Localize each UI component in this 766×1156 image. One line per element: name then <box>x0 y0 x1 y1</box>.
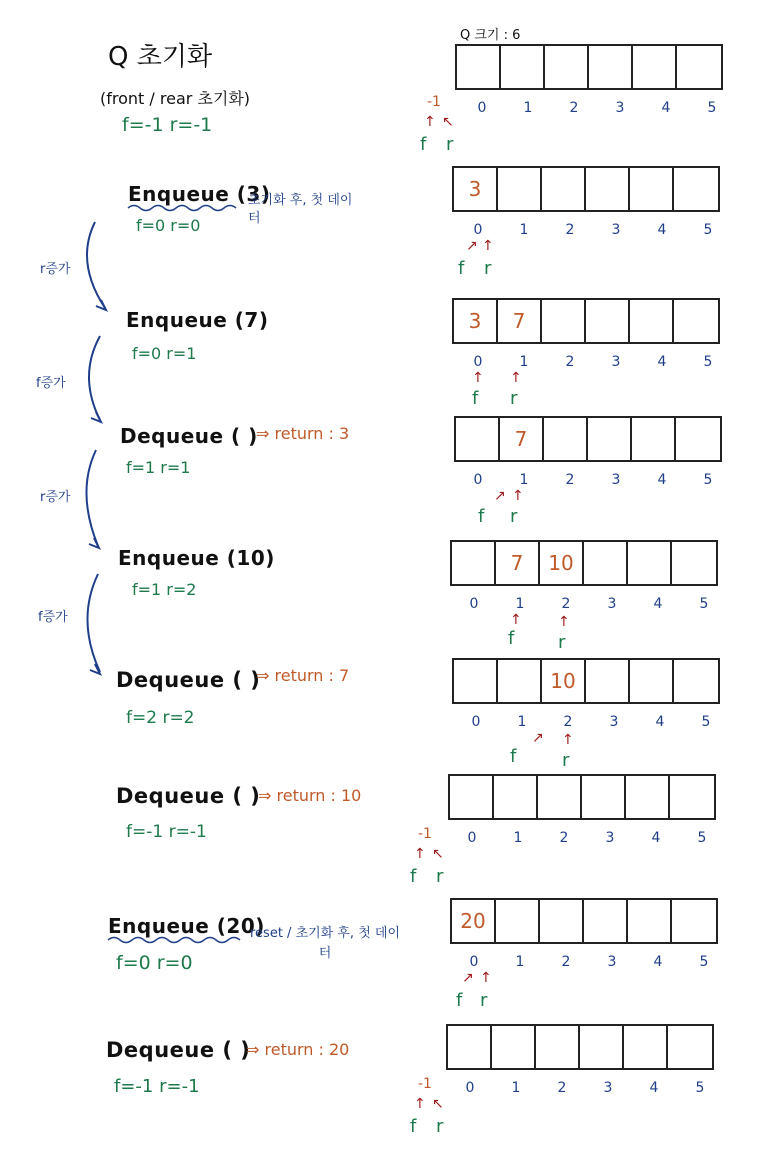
queue-cell <box>580 1026 624 1068</box>
front-arrow-icon: ↑ <box>472 370 484 386</box>
index-label: 3 <box>611 354 621 370</box>
queue-cell <box>632 418 676 460</box>
index-label: 0 <box>473 222 483 238</box>
rear-label: r <box>436 1116 444 1137</box>
index-label: 5 <box>703 354 713 370</box>
queue-cell <box>582 776 626 818</box>
front-arrow-icon: ↑ <box>424 114 436 130</box>
front-label: f <box>508 628 515 649</box>
rear-label: r <box>480 990 488 1011</box>
queue-cell <box>450 776 494 818</box>
queue-cell <box>674 168 718 210</box>
index-label: 1 <box>519 472 529 488</box>
front-label: f <box>420 134 427 155</box>
queue-cell <box>586 168 630 210</box>
index-label: 5 <box>697 830 707 846</box>
index-label: 5 <box>701 714 711 730</box>
queue-cell <box>628 900 672 942</box>
step-operation: Enqueue (10) <box>118 546 275 570</box>
step-return-value: ⇒ return : 3 <box>256 424 350 443</box>
index-label: 5 <box>703 222 713 238</box>
index-label: 0 <box>465 1080 475 1096</box>
step-return-value: ⇒ return : 20 <box>246 1040 350 1059</box>
index-label: 3 <box>609 714 619 730</box>
queue-cell <box>670 776 714 818</box>
queue-state <box>452 658 720 704</box>
index-label: 5 <box>703 472 713 488</box>
rear-label: r <box>510 388 518 409</box>
step-operation: Enqueue (7) <box>126 308 269 332</box>
index-label: 4 <box>657 222 667 238</box>
rear-arrow-icon: ↑ <box>480 970 492 986</box>
index-label: 4 <box>651 830 661 846</box>
index-label: 3 <box>607 954 617 970</box>
index-label: 0 <box>469 954 479 970</box>
index-label: 5 <box>695 1080 705 1096</box>
step-operation: Dequeue ( ) <box>106 1038 251 1062</box>
queue-initial <box>455 44 723 90</box>
queue-cell: 3 <box>454 168 498 210</box>
index-label: 4 <box>653 596 663 612</box>
index-label: 5 <box>699 954 709 970</box>
index-label: 3 <box>611 472 621 488</box>
index-label: 4 <box>649 1080 659 1096</box>
front-label: f <box>410 866 417 887</box>
index-label: 1 <box>513 830 523 846</box>
queue-cell <box>496 900 540 942</box>
queue-cell <box>542 168 586 210</box>
queue-cell <box>589 46 633 88</box>
queue-cell <box>538 776 582 818</box>
init-values: f=-1 r=-1 <box>122 114 213 136</box>
rear-arrow-icon: ↖ <box>432 846 444 862</box>
queue-cell: 3 <box>454 300 498 342</box>
step-operation: Enqueue (20) <box>108 914 265 938</box>
step-pointer-values: f=0 r=0 <box>136 216 201 235</box>
step-pointer-values: f=-1 r=-1 <box>114 1076 200 1097</box>
index-label: 0 <box>473 472 483 488</box>
index-label: 0 <box>469 596 479 612</box>
step-pointer-values: f=1 r=1 <box>126 458 191 477</box>
queue-cell <box>668 1026 712 1068</box>
queue-cell <box>498 168 542 210</box>
queue-cell <box>674 300 718 342</box>
front-arrow-icon: ↑ <box>414 1096 426 1112</box>
minus-one-label: -1 <box>418 826 432 842</box>
page-title: Q 초기화 <box>108 42 213 72</box>
queue-cell <box>454 660 498 702</box>
queue-cell: 20 <box>452 900 496 942</box>
index-label: 3 <box>603 1080 613 1096</box>
index-label: 1 <box>515 596 525 612</box>
queue-cell <box>628 542 672 584</box>
front-arrow-icon: ↗ <box>466 238 478 254</box>
queue-state <box>450 540 718 586</box>
queue-cell <box>588 418 632 460</box>
step-operation: Dequeue ( ) <box>120 424 258 448</box>
side-label-front-increase: f증가 <box>36 376 66 391</box>
front-arrow-icon: ↗ <box>532 730 544 746</box>
step-operation: Dequeue ( ) <box>116 784 261 808</box>
queue-cell: 7 <box>498 300 542 342</box>
step-pointer-values: f=0 r=1 <box>132 344 197 363</box>
step-return-value: ⇒ return : 7 <box>256 666 350 685</box>
index-label: 1 <box>511 1080 521 1096</box>
side-label-rear-increase: r증가 <box>40 490 71 505</box>
index-label: 2 <box>563 714 573 730</box>
queue-cell <box>630 168 674 210</box>
index-label: 0 <box>473 354 483 370</box>
queue-cell <box>677 46 721 88</box>
queue-cell: 7 <box>500 418 544 460</box>
queue-state <box>454 416 722 462</box>
queue-cell <box>630 660 674 702</box>
queue-cell <box>536 1026 580 1068</box>
queue-cell <box>498 660 542 702</box>
index-label: 1 <box>519 222 529 238</box>
queue-cell <box>676 418 720 460</box>
front-label: f <box>472 388 479 409</box>
queue-cell <box>452 542 496 584</box>
front-label: f <box>478 506 485 527</box>
index-label: 4 <box>655 714 665 730</box>
queue-cell <box>630 300 674 342</box>
step-note: 초기화 후, 첫 데이터 <box>248 193 353 226</box>
index-label: 2 <box>559 830 569 846</box>
index-label: 2 <box>561 954 571 970</box>
queue-cell <box>542 300 586 342</box>
queue-cell <box>545 46 589 88</box>
index-label: 0 <box>477 100 487 116</box>
rear-label: r <box>562 750 570 771</box>
rear-label: r <box>436 866 444 887</box>
queue-cell: 10 <box>542 660 586 702</box>
init-subtitle: (front / rear 초기화) <box>100 89 251 108</box>
queue-state <box>450 898 718 944</box>
index-label: 3 <box>607 596 617 612</box>
queue-cell <box>457 46 501 88</box>
step-pointer-values: f=1 r=2 <box>132 580 197 599</box>
index-label: 2 <box>569 100 579 116</box>
queue-cell <box>584 900 628 942</box>
index-label: 5 <box>699 596 709 612</box>
index-label: 3 <box>615 100 625 116</box>
queue-cell <box>586 300 630 342</box>
step-pointer-values: f=2 r=2 <box>126 708 195 728</box>
side-label-rear-increase: r증가 <box>40 262 71 277</box>
index-label: 2 <box>565 222 575 238</box>
queue-cell <box>624 1026 668 1068</box>
minus-one-label: -1 <box>427 94 441 110</box>
step-return-value: ⇒ return : 10 <box>258 786 362 805</box>
rear-arrow-icon: ↑ <box>510 370 522 386</box>
minus-one-label: -1 <box>418 1076 432 1092</box>
queue-cell <box>448 1026 492 1068</box>
queue-cell <box>501 46 545 88</box>
front-label: f <box>510 746 517 767</box>
queue-cell <box>540 900 584 942</box>
queue-cell: 7 <box>496 542 540 584</box>
index-label: 1 <box>519 354 529 370</box>
queue-cell <box>544 418 588 460</box>
rear-arrow-icon: ↑ <box>512 488 524 504</box>
step-note: reset / 초기화 후, 첫 데이터 <box>250 926 401 961</box>
rear-label: r <box>484 258 492 279</box>
index-label: 2 <box>565 472 575 488</box>
queue-cell <box>672 542 716 584</box>
rear-label: r <box>446 134 454 155</box>
rear-arrow-icon: ↑ <box>558 614 570 630</box>
rear-arrow-icon: ↑ <box>482 238 494 254</box>
index-label: 1 <box>515 954 525 970</box>
queue-cell <box>633 46 677 88</box>
index-label: 3 <box>611 222 621 238</box>
queue-cell <box>586 660 630 702</box>
front-arrow-icon: ↑ <box>510 612 522 628</box>
index-label: 1 <box>523 100 533 116</box>
index-label: 5 <box>707 100 717 116</box>
queue-state <box>448 774 716 820</box>
queue-cell <box>674 660 718 702</box>
front-label: f <box>456 990 463 1011</box>
queue-cell <box>584 542 628 584</box>
index-label: 1 <box>517 714 527 730</box>
rear-label: r <box>510 506 518 527</box>
front-label: f <box>458 258 465 279</box>
rear-arrow-icon: ↖ <box>432 1096 444 1112</box>
index-label: 2 <box>565 354 575 370</box>
queue-state <box>452 166 720 212</box>
rear-label: r <box>558 632 566 653</box>
rear-arrow-icon: ↑ <box>562 732 574 748</box>
index-label: 3 <box>605 830 615 846</box>
index-label: 0 <box>471 714 481 730</box>
index-label: 4 <box>657 354 667 370</box>
queue-cell <box>456 418 500 460</box>
queue-capacity: Q 크기 : 6 <box>460 28 521 43</box>
index-label: 2 <box>557 1080 567 1096</box>
rear-arrow-icon: ↖ <box>442 114 454 130</box>
queue-cell <box>494 776 538 818</box>
queue-cell: 10 <box>540 542 584 584</box>
index-label: 4 <box>661 100 671 116</box>
step-operation: Dequeue ( ) <box>116 668 261 692</box>
step-pointer-values: f=-1 r=-1 <box>126 822 207 842</box>
index-label: 4 <box>653 954 663 970</box>
queue-cell <box>672 900 716 942</box>
index-label: 4 <box>657 472 667 488</box>
side-label-front-increase: f증가 <box>38 610 68 625</box>
front-arrow-icon: ↑ <box>414 846 426 862</box>
front-label: f <box>410 1116 417 1137</box>
queue-cell <box>626 776 670 818</box>
index-label: 2 <box>561 596 571 612</box>
queue-state <box>446 1024 714 1070</box>
queue-cell <box>492 1026 536 1068</box>
index-label: 0 <box>467 830 477 846</box>
queue-state <box>452 298 720 344</box>
front-arrow-icon: ↗ <box>462 970 474 986</box>
front-arrow-icon: ↗ <box>494 488 506 504</box>
step-operation: Enqueue (3) <box>128 182 271 206</box>
step-pointer-values: f=0 r=0 <box>116 952 193 974</box>
